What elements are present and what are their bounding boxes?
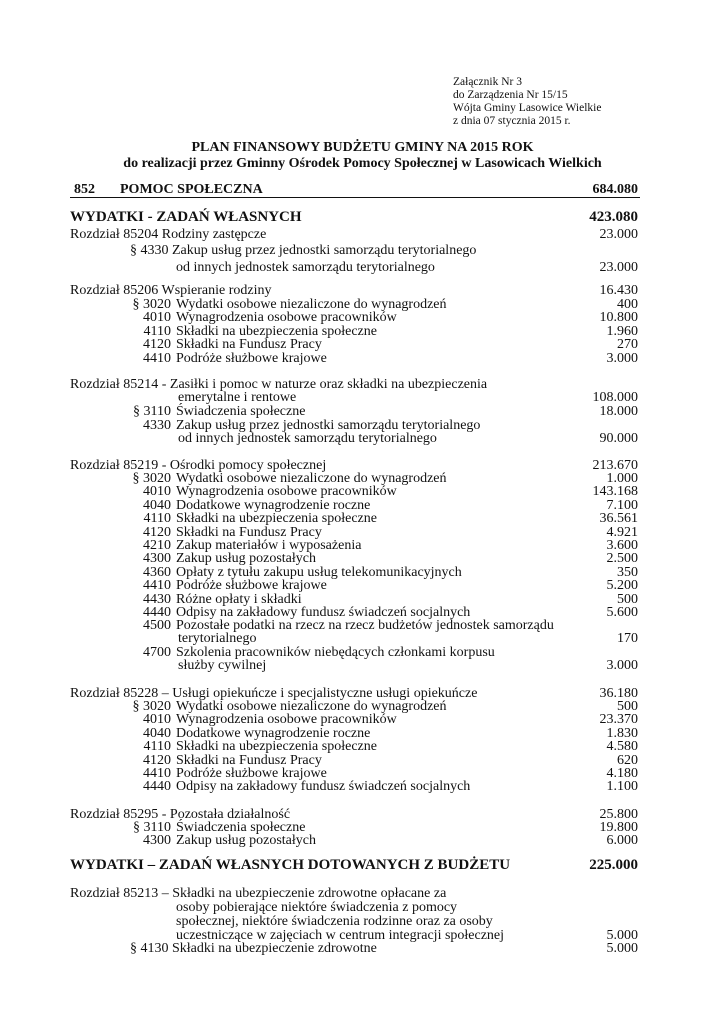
item-label: Zakup usług pozostałych bbox=[176, 551, 316, 567]
item-amount: 1.830 bbox=[606, 725, 638, 741]
item-amount: 500 bbox=[617, 699, 638, 714]
item-4130-label: § 4130 Składki na ubezpieczenie zdrowotne bbox=[130, 941, 377, 956]
item-3110-label: Świadczenia społeczne bbox=[176, 404, 306, 419]
annotation-line: Wójta Gminy Lasowice Wielkie bbox=[453, 102, 602, 114]
item-code: § 3110 bbox=[133, 820, 171, 835]
item-code: 4430 bbox=[143, 591, 171, 607]
item-amount: 350 bbox=[617, 564, 638, 580]
rozdzial-85228-heading: Rozdział 85228 – Usługi opiekuńcze i specjalistyczne usługi opiekuńcze bbox=[70, 686, 478, 701]
item-amount: 270 bbox=[617, 337, 638, 353]
rozdzial-85213-heading: Rozdział 85213 – Składki na ubezpieczenie zdrowotne opłacane za bbox=[70, 886, 447, 901]
item-code: 4010 bbox=[143, 484, 171, 500]
document-subtitle: do realizacji przez Gminny Ośrodek Pomocy Społecznej w Lasowicach Wielkich bbox=[123, 156, 602, 171]
item-label: Podróże służbowe krajowe bbox=[176, 350, 327, 366]
item-code: 4120 bbox=[143, 524, 171, 540]
item-amount: 1.100 bbox=[606, 779, 638, 795]
item-code: 4300 bbox=[143, 551, 171, 567]
item-label: Zakup materiałów i wyposażenia bbox=[176, 538, 362, 553]
item-code: 4410 bbox=[143, 578, 171, 594]
wydatki-wlasne-heading: WYDATKI - ZADAŃ WŁASNYCH bbox=[70, 209, 302, 225]
item-code: § 3020 bbox=[132, 699, 171, 714]
item-label: Wydatki osobowe niezaliczone do wynagrodzeń bbox=[176, 699, 447, 714]
item-label: Różne opłaty i składki bbox=[176, 591, 302, 607]
wydatki-wlasne-amount: 423.080 bbox=[589, 209, 638, 225]
item-amount: 3.000 bbox=[606, 350, 638, 366]
item-code: § 3020 bbox=[132, 297, 171, 312]
item-code: 4110 bbox=[143, 739, 171, 755]
item-code: 4010 bbox=[143, 712, 171, 728]
item-label: Świadczenia społeczne bbox=[176, 820, 306, 835]
rozdzial-85213-heading-cont: społecznej, niektóre świadczenia rodzinne oraz za osoby bbox=[176, 914, 493, 929]
item-4700-amount: 3.000 bbox=[606, 658, 638, 673]
wydatki-dotowane-heading: WYDATKI – ZADAŃ WŁASNYCH DOTOWANYCH Z BUDŻETU bbox=[70, 857, 511, 873]
annotation-line: z dnia 07 stycznia 2015 r. bbox=[453, 115, 571, 127]
rozdzial-85204-heading: Rozdział 85204 Rodziny zastępcze bbox=[70, 227, 267, 242]
item-code: 4440 bbox=[143, 779, 171, 795]
item-amount: 4.580 bbox=[606, 739, 638, 755]
item-label: Dodatkowe wynagrodzenie roczne bbox=[176, 497, 371, 513]
item-code: 4120 bbox=[143, 752, 171, 768]
item-3110-amount: 18.000 bbox=[599, 404, 638, 419]
item-code: § 3110 bbox=[133, 404, 171, 419]
item-amount: 7.100 bbox=[606, 497, 638, 513]
item-amount: 19.800 bbox=[599, 820, 638, 835]
rozdzial-85219-heading: Rozdział 85219 - Ośrodki pomocy społecznej bbox=[70, 458, 327, 473]
rozdzial-85213-amount: 5.000 bbox=[606, 928, 638, 943]
item-amount: 5.200 bbox=[606, 578, 638, 594]
item-4500-label-cont: terytorialnego bbox=[178, 631, 257, 646]
rozdzial-85295-heading: Rozdział 85295 - Pozostała działalność bbox=[70, 807, 291, 822]
item-4330-label: § 4330 Zakup usług przez jednostki samorządu terytorialnego bbox=[130, 243, 477, 258]
item-code: 4500 bbox=[143, 618, 171, 633]
item-code: 4700 bbox=[143, 645, 171, 660]
annotation-line: do Zarządzenia Nr 15/15 bbox=[453, 89, 568, 101]
item-label: Składki na Fundusz Pracy bbox=[176, 337, 322, 353]
dzial-name: POMOC SPOŁECZNA bbox=[120, 182, 263, 197]
item-code: 4110 bbox=[143, 323, 171, 339]
item-amount: 500 bbox=[617, 591, 638, 607]
item-label: Odpisy na zakładowy fundusz świadczeń socjalnych bbox=[176, 779, 471, 795]
item-code: 4440 bbox=[143, 605, 171, 620]
item-label: Wynagrodzenia osobowe pracowników bbox=[176, 484, 397, 500]
rozdzial-85213-heading-cont: uczestniczące w zajęciach w centrum integracji społecznej bbox=[176, 928, 505, 943]
item-label: Wynagrodzenia osobowe pracowników bbox=[176, 712, 397, 728]
item-code: 4330 bbox=[143, 418, 171, 433]
item-amount: 400 bbox=[617, 297, 638, 312]
item-label: Składki na ubezpieczenia społeczne bbox=[176, 739, 377, 755]
item-amount: 4.921 bbox=[606, 524, 638, 540]
item-label: Składki na ubezpieczenia społeczne bbox=[176, 323, 377, 339]
item-amount: 1.960 bbox=[606, 323, 638, 339]
item-amount: 2.500 bbox=[606, 551, 638, 567]
rozdzial-85214-heading-cont: emerytalne i rentowe bbox=[178, 390, 297, 405]
item-4330-label-cont: od innych jednostek samorządu terytorialnego bbox=[176, 260, 435, 275]
item-code: 4360 bbox=[143, 564, 171, 580]
item-label: Odpisy na zakładowy fundusz świadczeń socjalnych bbox=[176, 605, 471, 620]
item-amount: 10.800 bbox=[599, 310, 638, 326]
item-label: Zakup usług pozostałych bbox=[176, 833, 316, 849]
item-label: Podróże służbowe krajowe bbox=[176, 766, 327, 781]
item-4330-amount: 90.000 bbox=[599, 431, 638, 446]
rozdzial-85206-heading: Rozdział 85206 Wspieranie rodziny bbox=[70, 283, 272, 298]
item-4700-label: Szkolenia pracowników niebędących członkami korpusu bbox=[176, 645, 495, 660]
item-amount: 620 bbox=[617, 752, 638, 768]
rozdzial-85295-amount: 25.800 bbox=[599, 807, 638, 822]
wydatki-dotowane-amount: 225.000 bbox=[589, 857, 638, 873]
rozdzial-85204-amount: 23.000 bbox=[599, 227, 638, 242]
item-label: Dodatkowe wynagrodzenie roczne bbox=[176, 725, 371, 741]
item-4700-label-cont: służby cywilnej bbox=[178, 658, 267, 673]
item-label: Wydatki osobowe niezaliczone do wynagrodzeń bbox=[176, 297, 447, 312]
item-label: Wydatki osobowe niezaliczone do wynagrodzeń bbox=[176, 471, 447, 486]
item-code: 4110 bbox=[143, 511, 171, 527]
dzial-amount: 684.080 bbox=[592, 182, 638, 197]
item-amount: 36.561 bbox=[599, 511, 638, 527]
item-code: § 3020 bbox=[132, 471, 171, 486]
item-amount: 143.168 bbox=[592, 484, 638, 500]
item-code: 4410 bbox=[143, 350, 171, 366]
item-label: Składki na ubezpieczenia społeczne bbox=[176, 511, 377, 527]
item-label: Podróże służbowe krajowe bbox=[176, 578, 327, 594]
item-code: 4010 bbox=[143, 310, 171, 326]
item-code: 4040 bbox=[143, 725, 171, 741]
item-label: Składki na Fundusz Pracy bbox=[176, 524, 322, 540]
item-label: Składki na Fundusz Pracy bbox=[176, 752, 322, 768]
annotation-line: Załącznik Nr 3 bbox=[453, 76, 522, 88]
item-amount: 4.180 bbox=[606, 766, 638, 781]
rozdzial-85213-heading-cont: osoby pobierające niektóre świadczenia z pomocy bbox=[176, 900, 458, 915]
dzial-code: 852 bbox=[74, 182, 95, 197]
item-code: 4300 bbox=[143, 833, 171, 849]
item-amount: 1.000 bbox=[606, 471, 638, 486]
item-4500-amount: 170 bbox=[617, 631, 638, 646]
item-4330-label: Zakup usług przez jednostki samorządu terytorialnego bbox=[176, 418, 481, 433]
item-amount: 23.370 bbox=[599, 712, 638, 728]
item-amount: 6.000 bbox=[606, 833, 638, 849]
item-4500-label: Pozostałe podatki na rzecz na rzecz budżetów jednostek samorządu bbox=[176, 618, 554, 633]
rozdzial-85219-amount: 213.670 bbox=[592, 458, 638, 473]
dzial-underline bbox=[70, 197, 640, 198]
item-4330-amount: 23.000 bbox=[599, 260, 638, 275]
rozdzial-85228-amount: 36.180 bbox=[599, 686, 638, 701]
annotation-block bbox=[453, 76, 601, 128]
item-label: Opłaty z tytułu zakupu usług telekomunikacyjnych bbox=[176, 564, 462, 580]
item-amount: 3.600 bbox=[606, 538, 638, 553]
item-code: 4210 bbox=[143, 538, 171, 553]
item-label: Wynagrodzenia osobowe pracowników bbox=[176, 310, 397, 326]
rozdzial-85214-amount: 108.000 bbox=[592, 390, 638, 405]
rozdzial-85214-heading: Rozdział 85214 - Zasiłki i pomoc w naturze oraz składki na ubezpieczenia bbox=[70, 377, 488, 392]
item-4130-amount: 5.000 bbox=[606, 941, 638, 956]
item-code: 4040 bbox=[143, 497, 171, 513]
item-4330-label-cont: od innych jednostek samorządu terytorialnego bbox=[178, 431, 437, 446]
item-code: 4120 bbox=[143, 337, 171, 353]
item-code: 4410 bbox=[143, 766, 171, 781]
item-amount: 5.600 bbox=[606, 605, 638, 620]
document-title: PLAN FINANSOWY BUDŻETU GMINY NA 2015 ROK bbox=[191, 140, 534, 155]
rozdzial-85206-amount: 16.430 bbox=[599, 283, 638, 298]
